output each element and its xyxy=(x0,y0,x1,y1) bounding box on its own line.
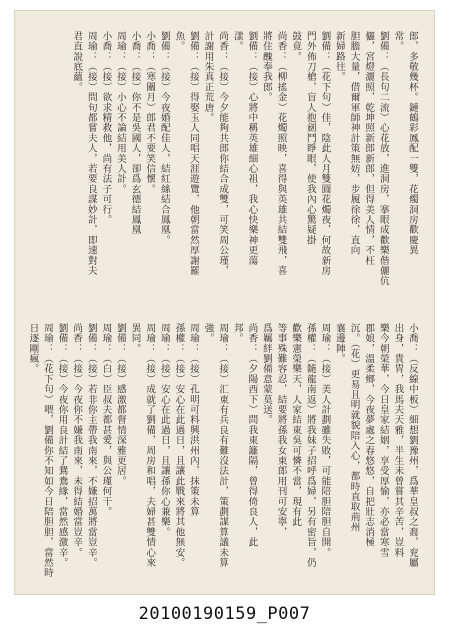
text-column: 劉備：（花下句）佳，陰此人月雙圓花燭夜，何故新房 xyxy=(319,31,331,276)
text-column: 郎，多敬幾杯。鏈鶴彩鳳配一雙，花燭洞房歡慶異 xyxy=(406,31,418,256)
text-column: 爲羈絆劉備意蒙莫送。 xyxy=(260,323,272,425)
text-column: 劉備：（接）今夜你用良計結了鴛鴦緣，當然感激辛。 xyxy=(56,323,68,568)
text-column: 尚香：（接）今夜你不嫌我南來，未得結婚當豈辛。 xyxy=(71,323,83,558)
text-column: 周瑜：（白）臣叔夫都甚愛，與公瑾何干。 xyxy=(100,323,112,517)
text-column: 周瑜：（接）汇東有兵良有難沒法計，策劃謀算議未算 xyxy=(217,323,229,568)
text-column: 出身，貴胄，我馬夫天雅，半生未曾嘗其辛苦，豈料 xyxy=(392,323,404,558)
text-column: 襄邊陣。 xyxy=(333,323,345,364)
text-column: 尚香：（接）今夕能夠共郎你結合成雙，可笑周公瑾， xyxy=(217,31,229,276)
text-column: 劉備：（接）感激都督情深雅更居。 xyxy=(114,323,126,487)
text-column: 君直說底蘊。 xyxy=(71,31,83,93)
text-column: 計謝用朱真正荒唐。 xyxy=(202,31,214,123)
text-column: 魚。 xyxy=(173,31,185,52)
text-column: 周瑜：（接）小心不論結用美人計。 xyxy=(114,31,126,195)
text-column: 尚香：（夕陽西下）問我東籬隔，曾得倚良人，此 xyxy=(246,323,258,548)
text-column: 周瑜：（接）成就了劉備，周房和唱，夫婦甚雙情心來 xyxy=(144,323,156,568)
text-column: 周瑜：（接）孔明可料興洪州內，抹策未算 xyxy=(187,323,199,517)
text-column: 劉備：（接）今夜婚配佳人，結紅絲結合鳳凰。 xyxy=(158,31,170,246)
text-column: 小喬：（接）你不是吳國人，卻爲玄德結鳳凰 xyxy=(129,31,141,235)
text-column: 等事殊難容忍，結要將孫我女東郎用刊可安寧， xyxy=(275,323,287,538)
text-column: 儷，宮燈灑照，乾坤照新郎新郎，但得美人情，不枉 xyxy=(363,31,375,266)
text-column: 小喬：（寒關月）郎君不要笑信懷。 xyxy=(144,31,156,195)
text-column: 常。 xyxy=(392,31,404,52)
bottom-text-block xyxy=(15,307,436,597)
text-column: 郡娘，溫柔鄉，今夜夢處之春悠悠，自把壯志消極 xyxy=(363,323,375,548)
text-column: 周瑜：（花下句）喂，劉備你不知如今日陪胆胆，當然時 xyxy=(41,323,53,578)
text-column: 邦。 xyxy=(231,323,243,344)
top-columns xyxy=(15,15,436,305)
text-column: 小喬：（接）欲求精救他，尚有法子可行。 xyxy=(100,31,112,225)
text-column: 尚香：（柳搖金）花燭照映，喜得與英雄共結雙飛，喜 xyxy=(275,31,287,276)
text-column: 劉備：（接）若非你主帶我南來，不嫌招萬將當豈辛。 xyxy=(85,323,97,568)
text-column: 劉備：（長句二流）心花放，進洞房，搴眼成歡樂偕儷伉 xyxy=(377,31,389,286)
text-column: 鼓竟。 xyxy=(290,31,302,62)
top-text-block xyxy=(15,15,436,305)
text-column: 異同。 xyxy=(129,323,141,354)
text-column: 強。 xyxy=(202,323,214,344)
text-column: 小喬：（反線中板）細想劉豫州，爲華皇叔之裔，兖屬 xyxy=(406,323,418,568)
text-column: 劉備：（接）心將中稱英雄細心祖，我心快樂神更蕩 xyxy=(246,31,258,266)
text-column: 孫權：（接）安心在此過日，且讓此戰來將其他無安。 xyxy=(173,323,185,568)
text-column: 周瑜：（接）安心在此過日，且讓孫你心兼樂。 xyxy=(158,323,170,538)
text-column: 樂今朝榮華，今日皇家結姻，享受厚愉，亦必當寒雪 xyxy=(377,323,389,558)
text-column: 漾。 xyxy=(231,31,243,52)
text-column: 周瑜：（接）問旬都嘗夫人，若要良謀妙計，即速對夫 xyxy=(85,31,97,276)
bottom-columns xyxy=(15,307,436,597)
text-column: 日逐剛瘋。 xyxy=(27,323,39,374)
text-column: 新婦路往。 xyxy=(333,31,345,82)
text-column: 胆膽大量，借爾軍師神計策無妨，步履徐徐，直向 xyxy=(348,31,360,256)
document-page xyxy=(14,10,435,595)
text-column: 門外佈刀槍，盲人抱劍鬥睜眼，使我內心驚疑掛 xyxy=(304,31,316,246)
text-column: 將住醜奉我郎。 xyxy=(260,31,272,103)
image-caption: 20100190159_P007 xyxy=(138,604,311,624)
text-column: 周瑜：（接）美人計劃雖失敗，可能陪胆陪胆自開。 xyxy=(319,323,331,558)
text-column: 劉備：（接）得娶玉人同唱天涯遊覽，他朝當然厚謝羅 xyxy=(187,31,199,276)
text-column: 孫權：（隨龍南返）將我妹子招呼爲婦，另有密旨，仍 xyxy=(304,323,316,568)
text-column: 沉。（花）更易且明就貌陪入心，都時直取荊州 xyxy=(348,323,360,533)
text-column: 歡樂憲榮樂天，人家結東吳可憐不當，現有此 xyxy=(290,323,302,527)
